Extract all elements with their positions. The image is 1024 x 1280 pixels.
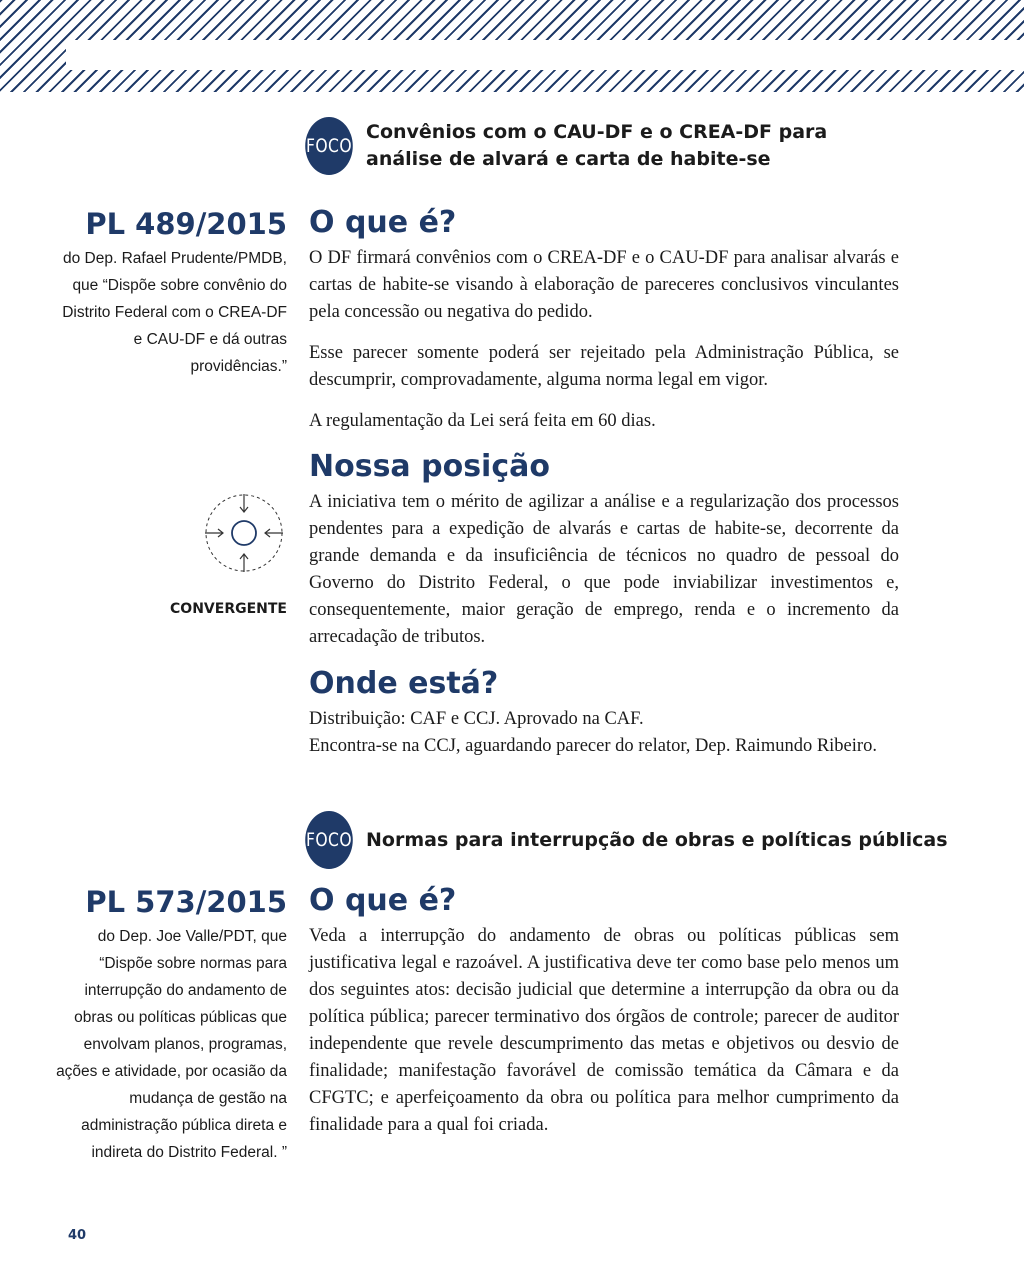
page-number: 40 (68, 1228, 87, 1243)
position-paragraph: A iniciativa tem o mérito de agilizar a análise e a regularização dos processos pendentes para a expedição de alvarás e cartas de habite-se, decorrente da grande demanda e da insuficiência de técnicos no quadro de pessoal do Governo do Distrito Federal, o que pode inviabilizar investimentos e, consequentemente, maior geração de emprego, renda e o incremento da arrecadação de tributos. (309, 492, 899, 647)
header-white-bar (66, 40, 1024, 70)
bill-description: do Dep. Rafael Prudente/PMDB, que “Dispõe sobre convênio do Distrito Federal com o CREA-DF e CAU-DF e dá outras providências.” (62, 250, 287, 375)
foco-title (366, 119, 827, 173)
foco-badge: FOCO (305, 117, 353, 175)
where-line-1: Distribuição: CAF e CCJ. Aprovado na CAF. (309, 709, 644, 729)
convergent-arrows-icon (203, 492, 285, 574)
bill-number: PL 573/2015 (85, 885, 287, 919)
what-heading: O que é? (309, 883, 457, 918)
foco-header-2 (300, 811, 948, 869)
foco-title-line-1: Convênios com o CAU-DF e o CREA-DF para (366, 121, 828, 143)
foco-badge: FOCO (305, 811, 353, 869)
what-paragraph: Veda a interrupção do andamento de obras ou políticas públicas sem justificativa legal e razoável. A justificativa deve ter como base pelo menos um dos seguintes atos: decisão judicial que determine a interrupção da obra ou da política pública; parecer terminativo dos órgãos de controle; parecer de auditor independente que revele descumprimento das metas e objetivos ou desvio de finalidade; manifestação favorável de comissão temática da Câmara e da CFGTC; e aperfeiçoamento da obra ou política para melhor cumprimento da finalidade para a qual foi criada. (309, 926, 899, 1135)
what-heading: O que é? (309, 205, 457, 240)
what-paragraph-1: O DF firmará convênios com o CREA-DF e o CAU-DF para analisar alvarás e cartas de habite-se visando à elaboração de pareceres conclusivos vinculantes pela concessão ou negativa do pedido. (309, 248, 899, 322)
foco-title: Normas para interrupção de obras e políticas públicas (366, 828, 948, 851)
bill-number: PL 489/2015 (85, 207, 287, 241)
what-paragraph-3: A regulamentação da Lei será feita em 60 dias. (309, 411, 656, 431)
foco-title-line-2: análise de alvará e carta de habite-se (366, 148, 771, 170)
position-label: CONVERGENTE (170, 601, 287, 617)
foco-header-1 (300, 117, 827, 175)
where-line-2: Encontra-se na CCJ, aguardando parecer do relator, Dep. Raimundo Ribeiro. (309, 736, 877, 756)
what-paragraph-2: Esse parecer somente poderá ser rejeitado pela Administração Pública, se descumprir, comprovadamente, alguma norma legal em vigor. (309, 343, 899, 390)
position-heading: Nossa posição (309, 449, 550, 484)
bill-description: do Dep. Joe Valle/PDT, que “Dispõe sobre normas para interrupção do andamento de obras ou políticas públicas que envolvam planos, programas, ações e atividade, por ocasião da mudança de gestão na administração pública direta e indireta do Distrito Federal. ” (56, 928, 287, 1161)
where-heading: Onde está? (309, 666, 499, 701)
